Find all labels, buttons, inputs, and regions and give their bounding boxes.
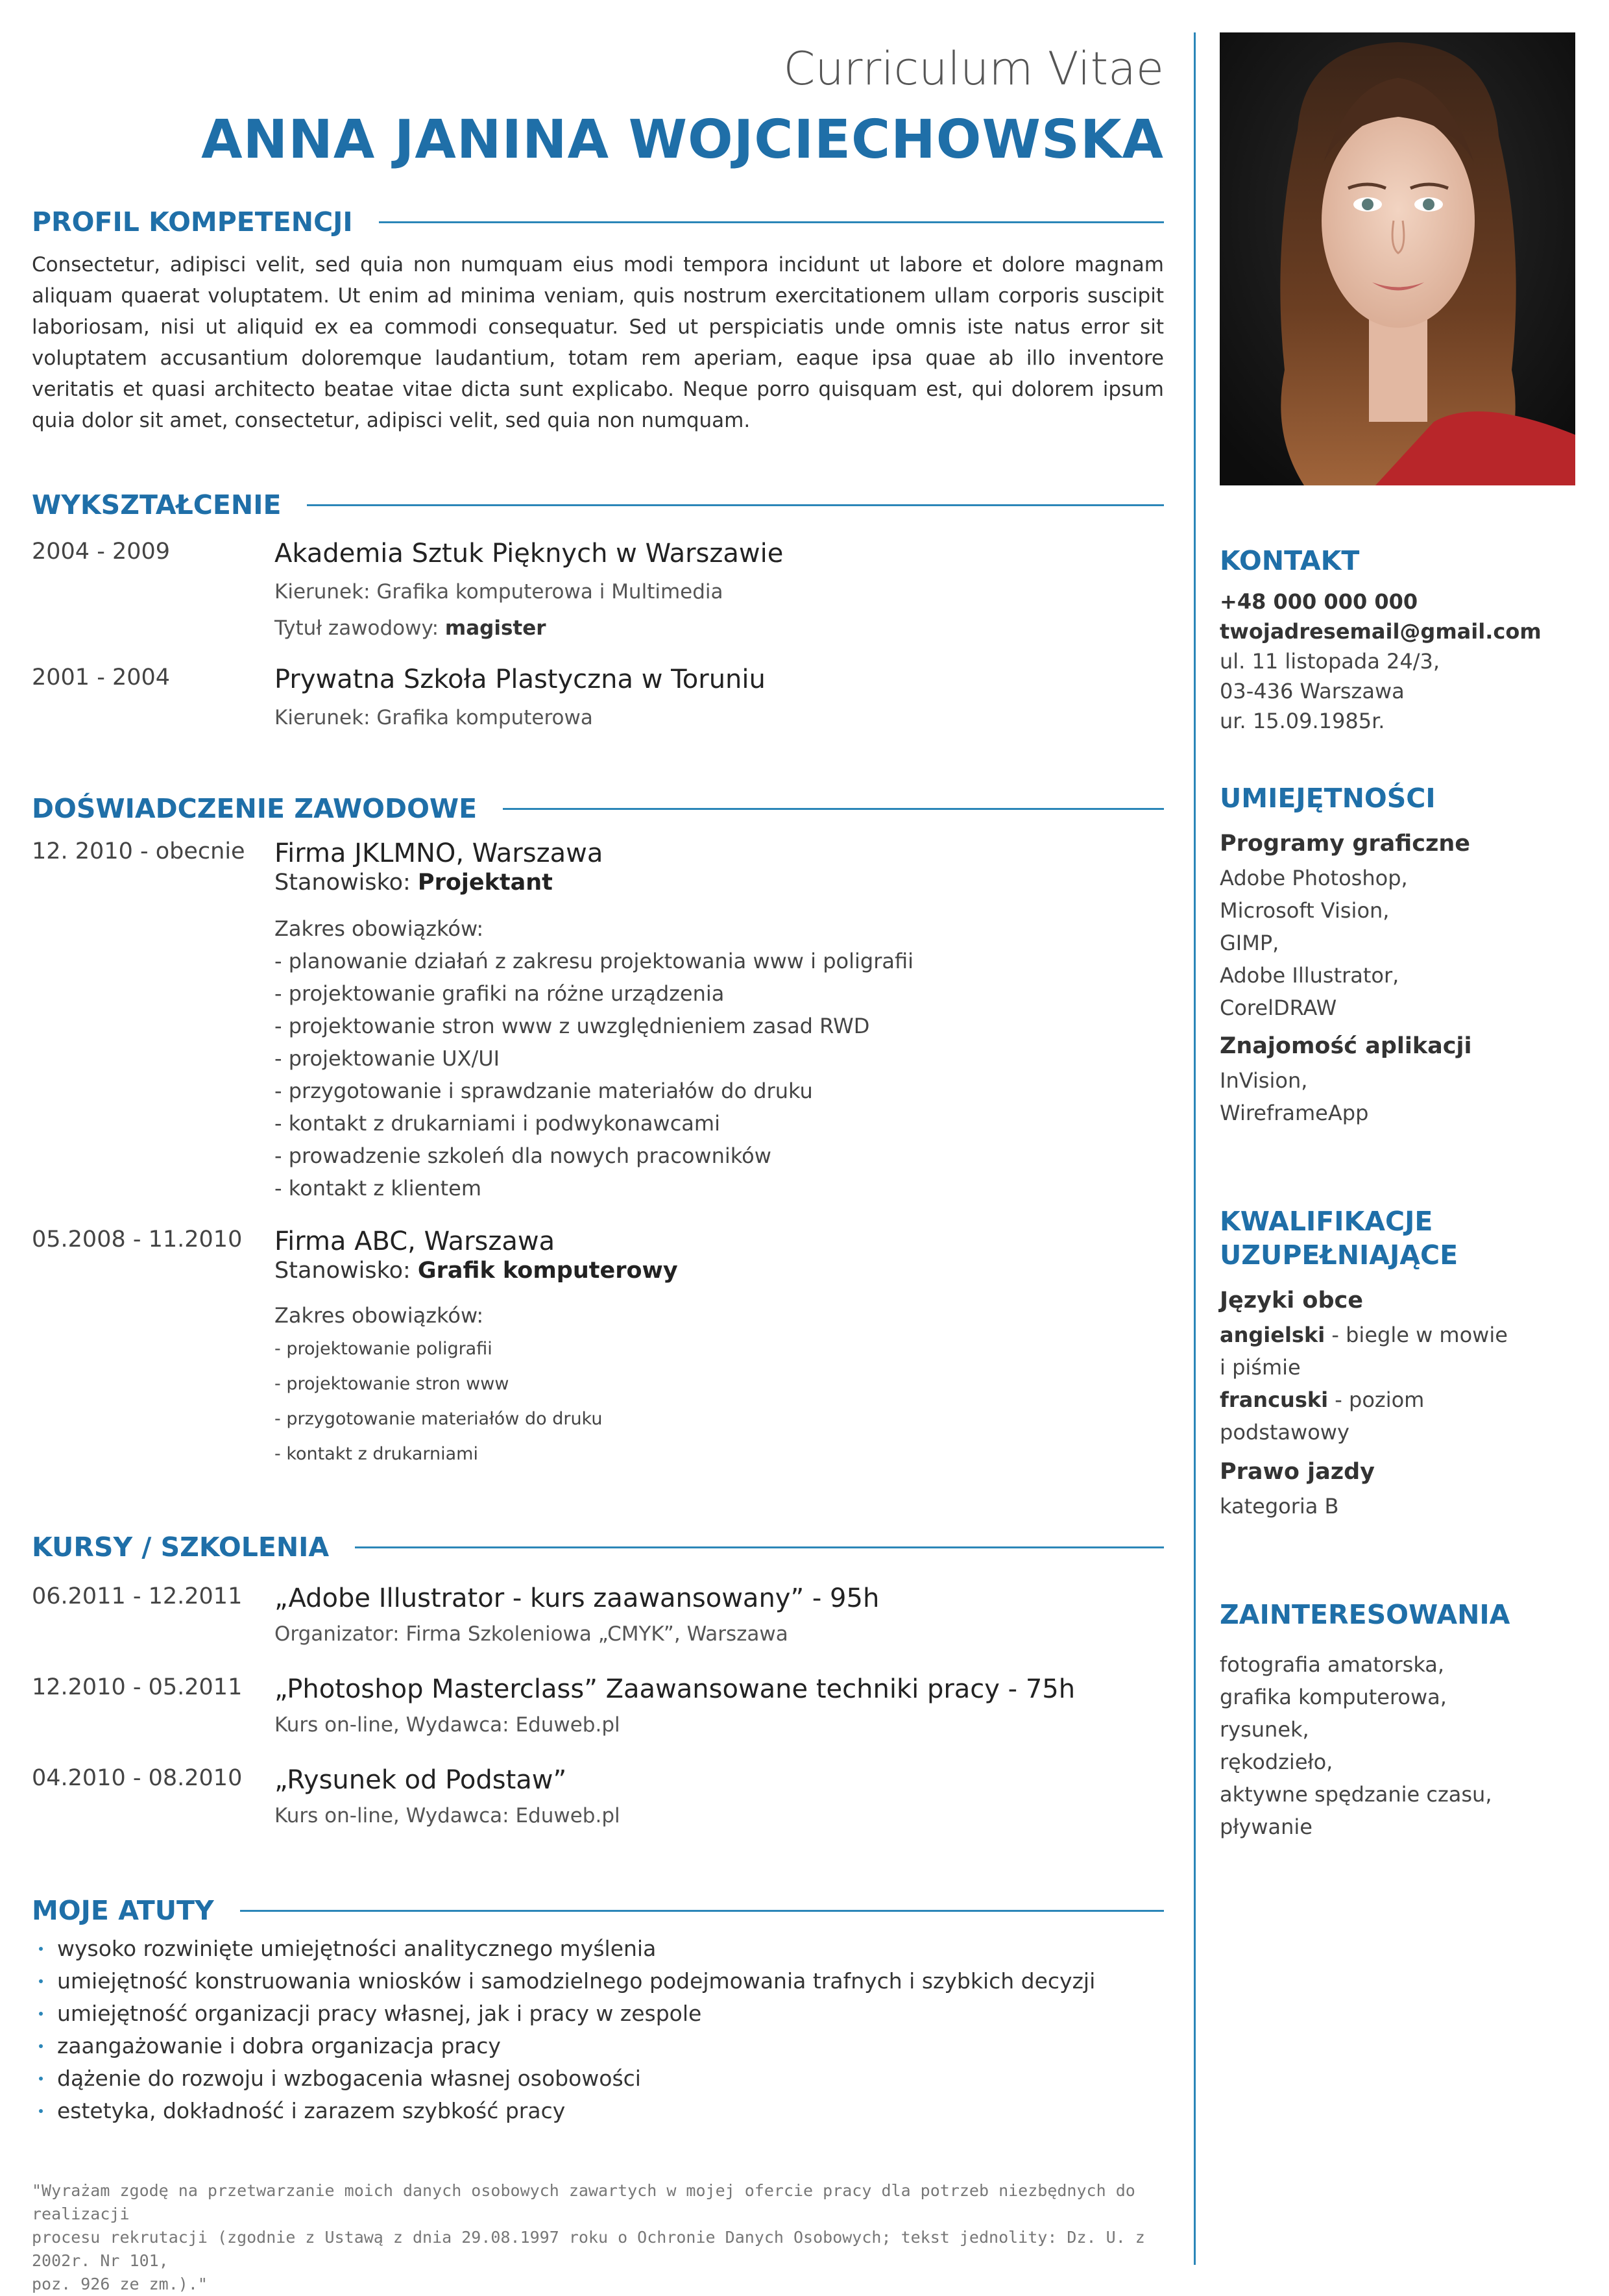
list-item: wysoko rozwinięte umiejętności analitycznego myślenia xyxy=(39,1933,1095,1965)
profile-photo xyxy=(1220,32,1575,485)
course-title: „Photoshop Masterclass” Zaawansowane techniki pracy - 75h xyxy=(274,1674,1076,1704)
language-item-cont: i piśmie xyxy=(1220,1355,1301,1380)
experience-company: Firma ABC, Warszawa xyxy=(274,1227,555,1256)
education-date: 2004 - 2009 xyxy=(32,539,171,565)
duty-item: - prowadzenie szkoleń dla nowych pracowników xyxy=(274,1143,771,1168)
list-item: dążenie do rozwoju i wzbogacenia własnej osobowości xyxy=(39,2062,1095,2095)
experience-date: 05.2008 - 11.2010 xyxy=(32,1227,243,1252)
language-item: francuski - poziom xyxy=(1220,1387,1425,1412)
education-school: Prywatna Szkoła Plastyczna w Toruniu xyxy=(274,665,766,694)
interests-section xyxy=(1220,1598,1583,1843)
list-item: umiejętność organizacji pracy własnej, jak i pracy w zespole xyxy=(39,1997,1095,2030)
course-date: 12.2010 - 05.2011 xyxy=(32,1674,243,1700)
course-date: 04.2010 - 08.2010 xyxy=(32,1765,243,1791)
interests-heading: ZAINTERESOWANIA xyxy=(1220,1599,1510,1630)
course-title: „Rysunek od Podstaw” xyxy=(274,1765,567,1795)
section-courses-heading: KURSY / SZKOLENIA xyxy=(32,1532,1164,1563)
duty-item: - przygotowanie materiałów do druku xyxy=(274,1409,603,1429)
contact-city: 03-436 Warszawa xyxy=(1220,679,1405,703)
section-profile-heading: PROFIL KOMPETENCJI xyxy=(32,206,1164,238)
interest-item: pływanie xyxy=(1220,1814,1313,1839)
bullet-icon xyxy=(39,2109,43,2113)
experience-position: Stanowisko: Projektant xyxy=(274,870,553,896)
interest-item: grafika komputerowa, xyxy=(1220,1685,1447,1709)
bullet-icon xyxy=(39,2077,43,2081)
contact-phone: +48 000 000 000 xyxy=(1220,589,1418,614)
languages-heading: Języki obce xyxy=(1220,1288,1363,1313)
skill-item: Adobe Illustrator, xyxy=(1220,963,1399,988)
contact-address: ul. 11 listopada 24/3, xyxy=(1220,649,1440,674)
strengths-list xyxy=(39,1933,1095,2127)
duty-item: - projektowanie poligrafii xyxy=(274,1339,492,1359)
bullet-icon xyxy=(39,2012,43,2016)
skills-section xyxy=(1220,781,1583,1129)
cv-label: Curriculum Vitae xyxy=(783,42,1164,95)
duties-label: Zakres obowiązków: xyxy=(274,916,484,941)
course-detail: Kurs on-line, Wydawca: Eduweb.pl xyxy=(274,1713,620,1737)
driving-license: kategoria B xyxy=(1220,1494,1339,1519)
skill-item: GIMP, xyxy=(1220,931,1279,955)
section-experience-heading: DOŚWIADCZENIE ZAWODOWE xyxy=(32,793,1164,824)
experience-company: Firma JKLMNO, Warszawa xyxy=(274,838,603,868)
skills-apps-heading: Znajomość aplikacji xyxy=(1220,1033,1472,1059)
qualifications-heading-2: UZUPEŁNIAJĄCE xyxy=(1220,1240,1458,1271)
education-title: Tytuł zawodowy: magister xyxy=(274,617,546,640)
duty-item: - kontakt z drukarniami xyxy=(274,1444,478,1464)
course-title: „Adobe Illustrator - kurs zaawansowany” - 95h xyxy=(274,1583,880,1613)
bullet-icon xyxy=(39,1979,43,1983)
course-detail: Kurs on-line, Wydawca: Eduweb.pl xyxy=(274,1804,620,1827)
experience-date: 12. 2010 - obecnie xyxy=(32,838,245,864)
duties-label: Zakres obowiązków: xyxy=(274,1303,484,1328)
course-detail: Organizator: Firma Szkoleniowa „CMYK”, Warszawa xyxy=(274,1622,788,1646)
language-item-cont: podstawowy xyxy=(1220,1420,1349,1445)
education-date: 2001 - 2004 xyxy=(32,665,171,690)
skill-item: CorelDRAW xyxy=(1220,995,1337,1020)
bullet-icon xyxy=(39,2044,43,2048)
skills-graphics-heading: Programy graficzne xyxy=(1220,831,1471,857)
duty-item: - kontakt z drukarniami i podwykonawcami xyxy=(274,1111,720,1136)
skill-item: InVision, xyxy=(1220,1068,1308,1093)
skills-heading: UMIEJĘTNOŚCI xyxy=(1220,783,1436,814)
contact-email: twojadresemail@gmail.com xyxy=(1220,619,1542,644)
contact-birthdate: ur. 15.09.1985r. xyxy=(1220,709,1385,733)
contact-heading: KONTAKT xyxy=(1220,545,1360,576)
duty-item: - projektowanie stron www xyxy=(274,1374,509,1394)
education-field: Kierunek: Grafika komputerowa i Multimedia xyxy=(274,580,723,604)
interest-item: rysunek, xyxy=(1220,1717,1309,1742)
list-item: zaangażowanie i dobra organizacja pracy xyxy=(39,2030,1095,2062)
vertical-divider xyxy=(1194,32,1196,2265)
section-education-heading: WYKSZTAŁCENIE xyxy=(32,489,1164,520)
duty-item: - kontakt z klientem xyxy=(274,1176,482,1201)
duty-item: - projektowanie UX/UI xyxy=(274,1046,500,1071)
education-school: Akademia Sztuk Pięknych w Warszawie xyxy=(274,539,784,568)
candidate-name: ANNA JANINA WOJCIECHOWSKA xyxy=(201,109,1164,171)
bullet-icon xyxy=(39,1947,43,1951)
duty-item: - planowanie działań z zakresu projektowania www i poligrafii xyxy=(274,949,913,973)
skill-item: WireframeApp xyxy=(1220,1101,1369,1125)
interest-item: rękodzieło, xyxy=(1220,1750,1333,1774)
qualifications-heading: KWALIFIKACJE xyxy=(1220,1206,1433,1237)
language-item: angielski - biegle w mowie xyxy=(1220,1323,1508,1347)
qualifications-section xyxy=(1220,1204,1583,1522)
duty-item: - projektowanie grafiki na różne urządzenia xyxy=(274,981,725,1006)
list-item: estetyka, dokładność i zarazem szybkość pracy xyxy=(39,2095,1095,2127)
profile-text: Consectetur, adipisci velit, sed quia non numquam eius modi tempora incidunt ut labore et dolore magnam aliquam quaerat voluptatem. Ut enim ad minima veniam, quis nostrum exercitationem ullam corporis suscipit laboriosam, nisi ut aliquid ex ea commodi consequatur. Sed ut perspiciatis unde omnis iste natus error sit voluptatem accusantium doloremque laudantium, totam rem aperiam, eaque ipsa quae ab illo inventore veritatis et quasi architecto beatae vitae dicta sunt explicabo. Neque porro quisquam est, qui dolorem ipsum quia dolor sit amet, consectetur, adipisci velit, sed quia non numquam. xyxy=(32,253,1164,432)
section-strengths-heading: MOJE ATUTY xyxy=(32,1895,1164,1926)
interest-item: aktywne spędzanie czasu, xyxy=(1220,1782,1492,1807)
interest-item: fotografia amatorska, xyxy=(1220,1652,1445,1677)
course-date: 06.2011 - 12.2011 xyxy=(32,1583,243,1609)
gdpr-clause: "Wyrażam zgodę na przetwarzanie moich danych osobowych zawartych w mojej ofercie pracy dla potrzeb niezbędnych do realizacji procesu rekrutacji (zgodnie z Ustawą z dnia 29.08.1997 roku o Ochronie Danych Osobowych; tekst jednolity: Dz. U. z 2002r. Nr 101, poz. 926 ze zm.)." xyxy=(32,2181,1145,2293)
contact-section xyxy=(1220,544,1583,736)
education-field: Kierunek: Grafika komputerowa xyxy=(274,706,593,729)
driving-license-heading: Prawo jazdy xyxy=(1220,1459,1375,1485)
experience-position: Stanowisko: Grafik komputerowy xyxy=(274,1258,678,1284)
list-item: umiejętność konstruowania wniosków i samodzielnego podejmowania trafnych i szybkich decyzji xyxy=(39,1965,1095,1997)
duty-item: - projektowanie stron www z uwzględnieniem zasad RWD xyxy=(274,1014,870,1038)
skill-item: Adobe Photoshop, xyxy=(1220,866,1408,890)
skill-item: Microsoft Vision, xyxy=(1220,898,1390,923)
duty-item: - przygotowanie i sprawdzanie materiałów do druku xyxy=(274,1079,813,1103)
